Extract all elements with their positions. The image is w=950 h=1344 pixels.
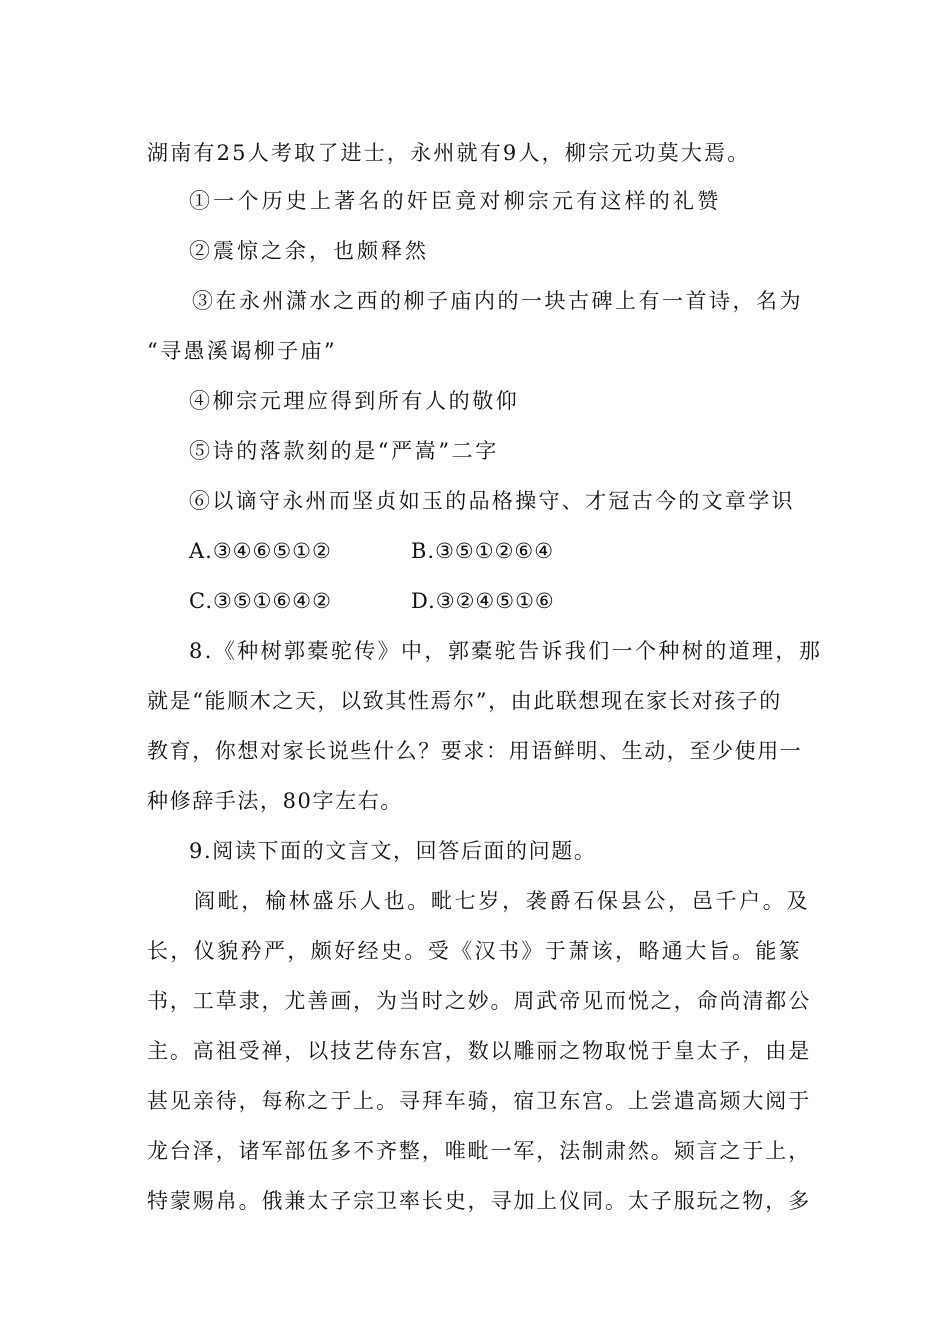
answer-option-b: B.③⑤①②⑥④ <box>411 539 555 563</box>
answer-option-a: A.③④⑥⑤①② <box>189 539 332 563</box>
passage-line-2: 长，仪貌矜严，颇好经史。受《汉书》于萧该，略通大旨。能篆 <box>147 939 803 963</box>
question-8-line-2: 就是“能顺木之天，以致其性焉尔”，由此联想现在家长对孩子的 <box>147 689 782 713</box>
question-9-heading: 9.阅读下面的文言文，回答后面的问题。 <box>189 839 597 863</box>
sentence-option-4: ④柳宗元理应得到所有人的敬仰 <box>189 389 520 413</box>
sentence-option-2: ②震惊之余，也颇释然 <box>189 239 429 263</box>
passage-line-5: 甚见亲待，每称之于上。寻拜车骑，宿卫东宫。上尝遣高颎大阅于 <box>147 1089 812 1113</box>
passage-line-4: 主。高祖受禅，以技艺侍东宫，数以雕丽之物取悦于皇太子，由是 <box>147 1039 812 1063</box>
sentence-option-1: ①一个历史上著名的奸臣竟对柳宗元有这样的礼赞 <box>189 189 722 213</box>
text-line-1: 湖南有25人考取了进士，永州就有9人，柳宗元功莫大焉。 <box>147 141 751 165</box>
answer-option-c: C.③⑤①⑥④② <box>189 589 332 613</box>
sentence-option-5: ⑤诗的落款刻的是“严嵩”二字 <box>189 439 499 463</box>
passage-line-7: 特蒙赐帛。俄兼太子宗卫率长史，寻加上仪同。太子服玩之物，多 <box>147 1189 812 1213</box>
sentence-option-3: ③在永州潇水之西的柳子庙内的一块古碑上有一首诗，名为 <box>192 289 803 313</box>
sentence-option-6: ⑥以谪守永州而坚贞如玉的品格操守、才冠古今的文章学识 <box>189 489 795 513</box>
question-8-line-4: 种修辞手法，80字左右。 <box>147 789 403 813</box>
passage-line-3: 书，工草隶，尤善画，为当时之妙。周武帝见而悦之，命尚清都公 <box>147 989 812 1013</box>
question-8-line-1: 8.《种树郭橐驼传》中，郭橐驼告诉我们一个种树的道理，那 <box>189 639 823 663</box>
sentence-option-3-cont: “寻愚溪谒柳子庙” <box>147 339 338 363</box>
passage-line-1: 阎毗，榆林盛乐人也。毗七岁，袭爵石保县公，邑千户。及 <box>194 889 811 913</box>
answer-option-d: D.③②④⑤①⑥ <box>411 589 555 613</box>
question-8-line-3: 教育，你想对家长说些什么？要求：用语鲜明、生动，至少使用一 <box>147 739 803 763</box>
passage-line-6: 龙台泽，诸军部伍多不齐整，唯毗一军，法制肃然。颎言之于上， <box>147 1139 812 1163</box>
